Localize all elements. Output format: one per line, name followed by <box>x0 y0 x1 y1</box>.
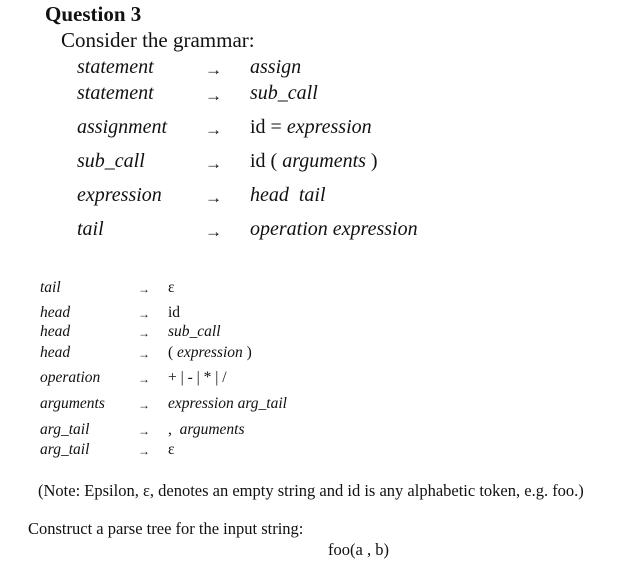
arrow-icon: → <box>205 86 222 105</box>
bottom-rule-lhs: head <box>40 344 71 361</box>
rule-rhs-part: expression <box>286 116 372 138</box>
bottom-rule-rhs <box>168 421 245 439</box>
rule-rhs-part: assign <box>250 56 302 78</box>
rule-rhs-part: sub_call <box>250 82 318 104</box>
rule-rhs-part: sub_call <box>168 323 221 340</box>
parse-tree-instruction: Construct a parse tree for the input string: <box>28 519 304 538</box>
rule-rhs-part: , <box>168 421 180 438</box>
rule-rhs-part: expression <box>177 344 243 361</box>
rule-rhs-part: operation expression <box>250 218 418 240</box>
rule-rhs-part: ) <box>242 344 252 361</box>
bottom-rule-rhs <box>168 323 221 341</box>
top-rule-lhs: tail <box>77 218 104 240</box>
arrow-icon: → <box>138 372 150 386</box>
top-rule-lhs: statement <box>77 56 154 78</box>
bottom-rule-rhs <box>168 344 252 362</box>
top-rule-rhs <box>250 218 418 241</box>
arrow-icon: → <box>205 188 222 207</box>
bottom-rule-lhs: arguments <box>40 395 105 412</box>
bottom-rule-lhs: head <box>40 304 71 321</box>
bottom-rule-rhs <box>168 279 175 297</box>
grammar-intro: Consider the grammar: <box>61 28 255 52</box>
rule-rhs-part: arguments <box>179 421 245 438</box>
top-rule-lhs: statement <box>77 82 154 104</box>
top-rule-lhs: expression <box>77 184 162 206</box>
bottom-rule-rhs <box>168 441 175 459</box>
arrow-icon: → <box>138 326 150 340</box>
arrow-icon: → <box>205 222 222 241</box>
arrow-icon: → <box>138 424 150 438</box>
bottom-rule-lhs: tail <box>40 279 61 296</box>
top-rule-rhs <box>250 184 326 207</box>
rule-rhs-part: arguments <box>282 150 366 172</box>
bottom-rule-rhs <box>168 395 287 413</box>
arrow-icon: → <box>138 307 150 321</box>
rule-rhs-part: id <box>168 304 181 321</box>
top-rule-rhs <box>250 150 378 173</box>
bottom-rule-rhs <box>168 369 227 387</box>
arrow-icon: → <box>138 398 150 412</box>
top-rule-lhs: assignment <box>77 116 167 138</box>
arrow-icon: → <box>138 347 150 361</box>
arrow-icon: → <box>205 154 222 173</box>
arrow-icon: → <box>205 120 222 139</box>
rule-rhs-part: + | - | * | / <box>168 369 227 386</box>
rule-rhs-part: expression arg_tail <box>168 395 287 412</box>
top-rule-rhs <box>250 116 372 139</box>
arrow-icon: → <box>138 444 150 458</box>
top-rule-rhs <box>250 82 318 105</box>
arrow-icon: → <box>205 60 222 79</box>
rule-rhs-part: id ( <box>250 150 283 172</box>
rule-rhs-part: head tail <box>250 184 326 206</box>
rule-rhs-part: ε <box>168 279 175 296</box>
rule-rhs-part: ) <box>365 150 378 172</box>
rule-rhs-part: ( <box>168 344 178 361</box>
arrow-icon: → <box>138 282 150 296</box>
question-title: Question 3 <box>45 2 142 26</box>
input-string: foo(a , b) <box>328 540 389 559</box>
rule-rhs-part: id = <box>250 116 287 138</box>
bottom-rule-lhs: operation <box>40 369 101 386</box>
bottom-rule-lhs: head <box>40 323 71 340</box>
rule-rhs-part: ε <box>168 441 175 458</box>
bottom-rule-rhs <box>168 304 180 322</box>
top-rule-lhs: sub_call <box>77 150 145 172</box>
top-rule-rhs <box>250 56 301 79</box>
bottom-rule-lhs: arg_tail <box>40 441 90 458</box>
bottom-rule-lhs: arg_tail <box>40 421 90 438</box>
epsilon-note: (Note: Epsilon, ε, denotes an empty string and id is any alphabetic token, e.g. foo.) <box>38 481 584 500</box>
